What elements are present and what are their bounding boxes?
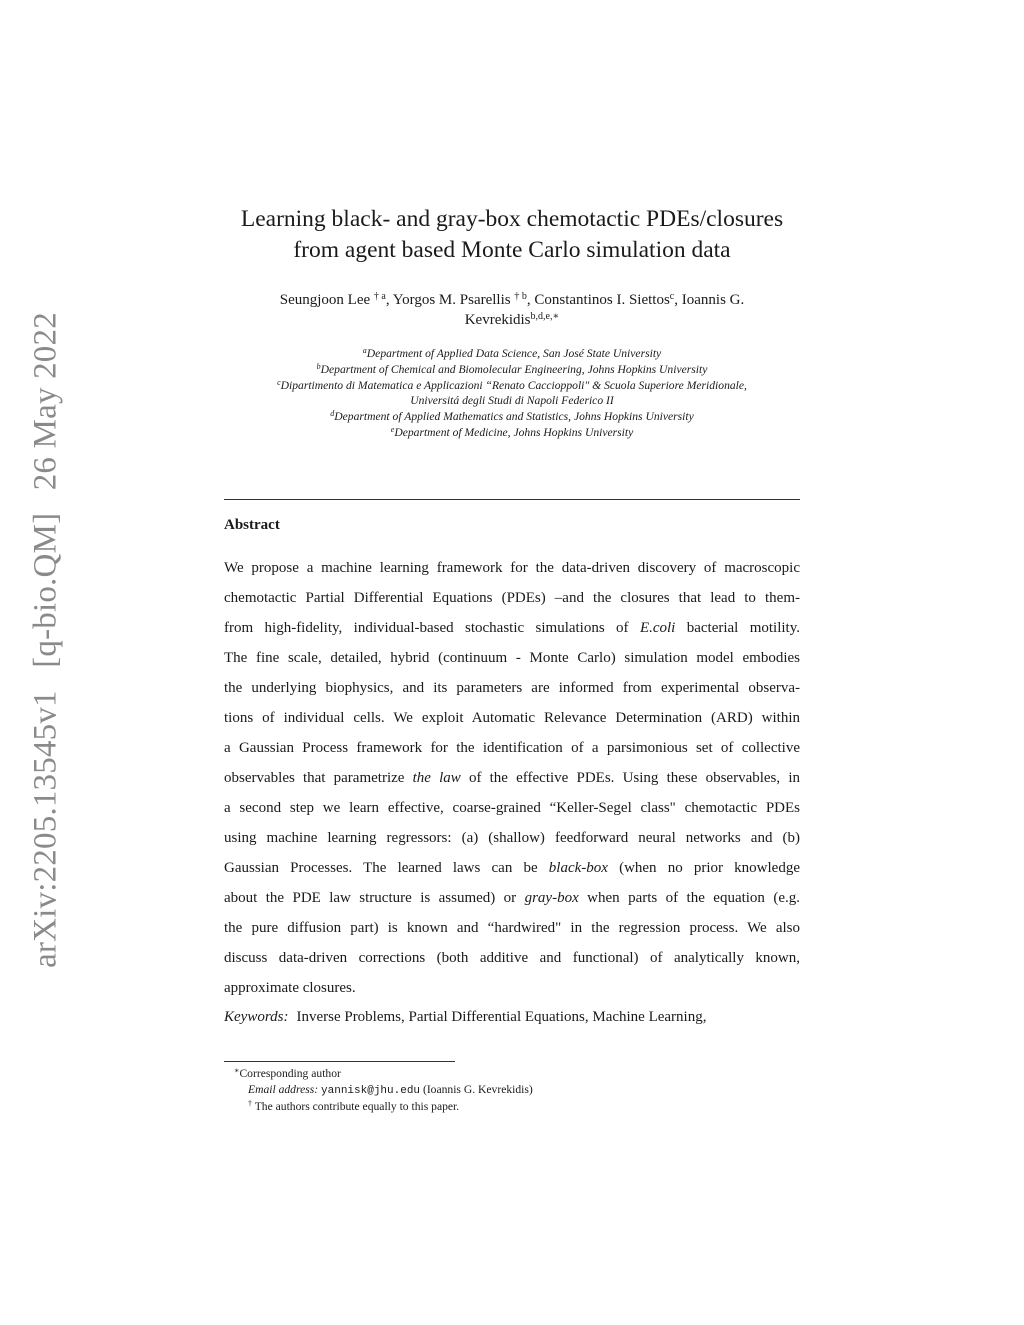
abstract-line: approximate closures. bbox=[224, 980, 356, 996]
keywords-label: Keywords: bbox=[224, 1009, 289, 1025]
arxiv-id: arXiv:2205.13545v1 bbox=[27, 690, 64, 968]
abstract-line: a Gaussian Process framework for the identification of a parsimonious set of collective bbox=[224, 740, 800, 756]
paper-title bbox=[0, 204, 1024, 266]
email-address[interactable]: yannisk@jhu.edu bbox=[321, 1085, 421, 1097]
author-mark: b,d,e,∗ bbox=[530, 311, 560, 322]
author-name: , Ioannis G. bbox=[674, 292, 745, 308]
footnote-rule bbox=[224, 1061, 455, 1062]
affiliation-list bbox=[0, 346, 1024, 441]
author-line-2 bbox=[0, 310, 1024, 330]
title-line-1: Learning black- and gray-box chemotactic PDEs/closures bbox=[240, 206, 784, 232]
affiliation-item bbox=[0, 425, 1024, 441]
affiliation-item bbox=[0, 346, 1024, 362]
abstract-line: a second step we learn effective, coarse-grained “Keller-Segel class" chemotactic PDEs bbox=[224, 800, 800, 816]
author-name: , Yorgos M. Psarellis bbox=[385, 292, 511, 308]
arxiv-date: 26 May 2022 bbox=[27, 312, 64, 491]
title-line-2: from agent based Monte Carlo simulation data bbox=[293, 237, 731, 263]
affiliation-text: Department of Applied Data Science, San José State University bbox=[366, 347, 662, 360]
affiliation-text: Department of Chemical and Biomolecular Engineering, Johns Hopkins University bbox=[320, 362, 708, 376]
footnote-equal-contribution: † The authors contribute equally to this paper. bbox=[248, 1099, 460, 1113]
abstract-line: chemotactic Partial Differential Equations (PDEs) –and the closures that lead to them- bbox=[224, 590, 800, 606]
abstract-line: observables that parametrize the law of the effective PDEs. Using these observables, in bbox=[224, 770, 800, 786]
emphasis-text: black-box bbox=[548, 860, 608, 876]
author-mark: † a bbox=[373, 291, 386, 302]
affiliation-item bbox=[0, 378, 1024, 394]
keywords-text: Inverse Problems, Partial Differential Equations, Machine Learning, bbox=[296, 1009, 707, 1025]
abstract-line: The fine scale, detailed, hybrid (continuum - Monte Carlo) simulation model embodies bbox=[224, 650, 800, 666]
affiliation-mark: a bbox=[362, 346, 367, 355]
affiliation-item bbox=[0, 362, 1024, 378]
emphasis-text: the law bbox=[412, 770, 461, 786]
footnote-corresponding: ∗Corresponding author bbox=[234, 1066, 341, 1080]
emphasis-text: gray-box bbox=[524, 890, 579, 906]
abstract-line: from high-fidelity, individual-based stochastic simulations of E.coli bacterial motility. bbox=[224, 620, 800, 636]
author-mark: c bbox=[669, 291, 675, 302]
author-line-1 bbox=[0, 290, 1024, 310]
abstract-line: Gaussian Processes. The learned laws can be black-box (when no prior knowledge bbox=[224, 860, 800, 876]
footnote-email bbox=[224, 1082, 533, 1099]
affiliation-text: Dipartimento di Matematica e Applicazioni “Renato Caccioppoli" & Scuola Superiore Meridionale, bbox=[280, 378, 747, 392]
affiliation-mark: b bbox=[316, 361, 321, 371]
affiliation-mark: e bbox=[390, 424, 395, 434]
abstract-line: the pure diffusion part) is known and “hardwired" in the regression process. We also bbox=[224, 920, 800, 936]
affiliation-item bbox=[0, 409, 1024, 425]
author-name: Kevrekidis bbox=[464, 312, 531, 328]
abstract-line: the underlying biophysics, and its parameters are informed from experimental observa- bbox=[224, 680, 800, 696]
abstract-line: We propose a machine learning framework for the data-driven discovery of macroscopic bbox=[224, 560, 800, 576]
affiliation-text: Universitá degli Studi di Napoli Federico II bbox=[410, 394, 614, 408]
affiliation-mark: d bbox=[330, 409, 335, 419]
affiliation-text: Department of Applied Mathematics and Statistics, Johns Hopkins University bbox=[334, 410, 694, 424]
footnotes bbox=[224, 1066, 533, 1115]
footnote-mark: ∗ bbox=[234, 1066, 240, 1075]
abstract-body bbox=[224, 553, 800, 1003]
keywords bbox=[224, 1006, 706, 1028]
author-name: Seungjoon Lee bbox=[279, 292, 371, 308]
abstract-line: discuss data-driven corrections (both additive and functional) of analytically known, bbox=[224, 950, 800, 966]
abstract-line: using machine learning regressors: (a) (shallow) feedforward neural networks and (b) bbox=[224, 830, 800, 846]
abstract-heading: Abstract bbox=[224, 517, 280, 533]
abstract-line: about the PDE law structure is assumed) or gray-box when parts of the equation (e.g. bbox=[224, 890, 800, 906]
species-name: E.coli bbox=[639, 620, 676, 636]
email-label: Email address: bbox=[248, 1083, 319, 1096]
author-list bbox=[0, 290, 1024, 330]
author-mark: † b bbox=[514, 291, 527, 302]
affiliation-mark: c bbox=[277, 377, 281, 387]
arxiv-category: [q-bio.QM] bbox=[27, 512, 64, 668]
abstract-top-rule bbox=[224, 499, 800, 500]
footnote-mark: † bbox=[248, 1099, 252, 1108]
author-name: , Constantinos I. Siettos bbox=[526, 292, 670, 308]
email-owner: (Ioannis G. Kevrekidis) bbox=[422, 1083, 533, 1096]
affiliation-item bbox=[0, 393, 1024, 409]
affiliation-text: Department of Medicine, Johns Hopkins University bbox=[394, 425, 634, 439]
abstract-line: tions of individual cells. We exploit Automatic Relevance Determination (ARD) within bbox=[224, 710, 800, 726]
